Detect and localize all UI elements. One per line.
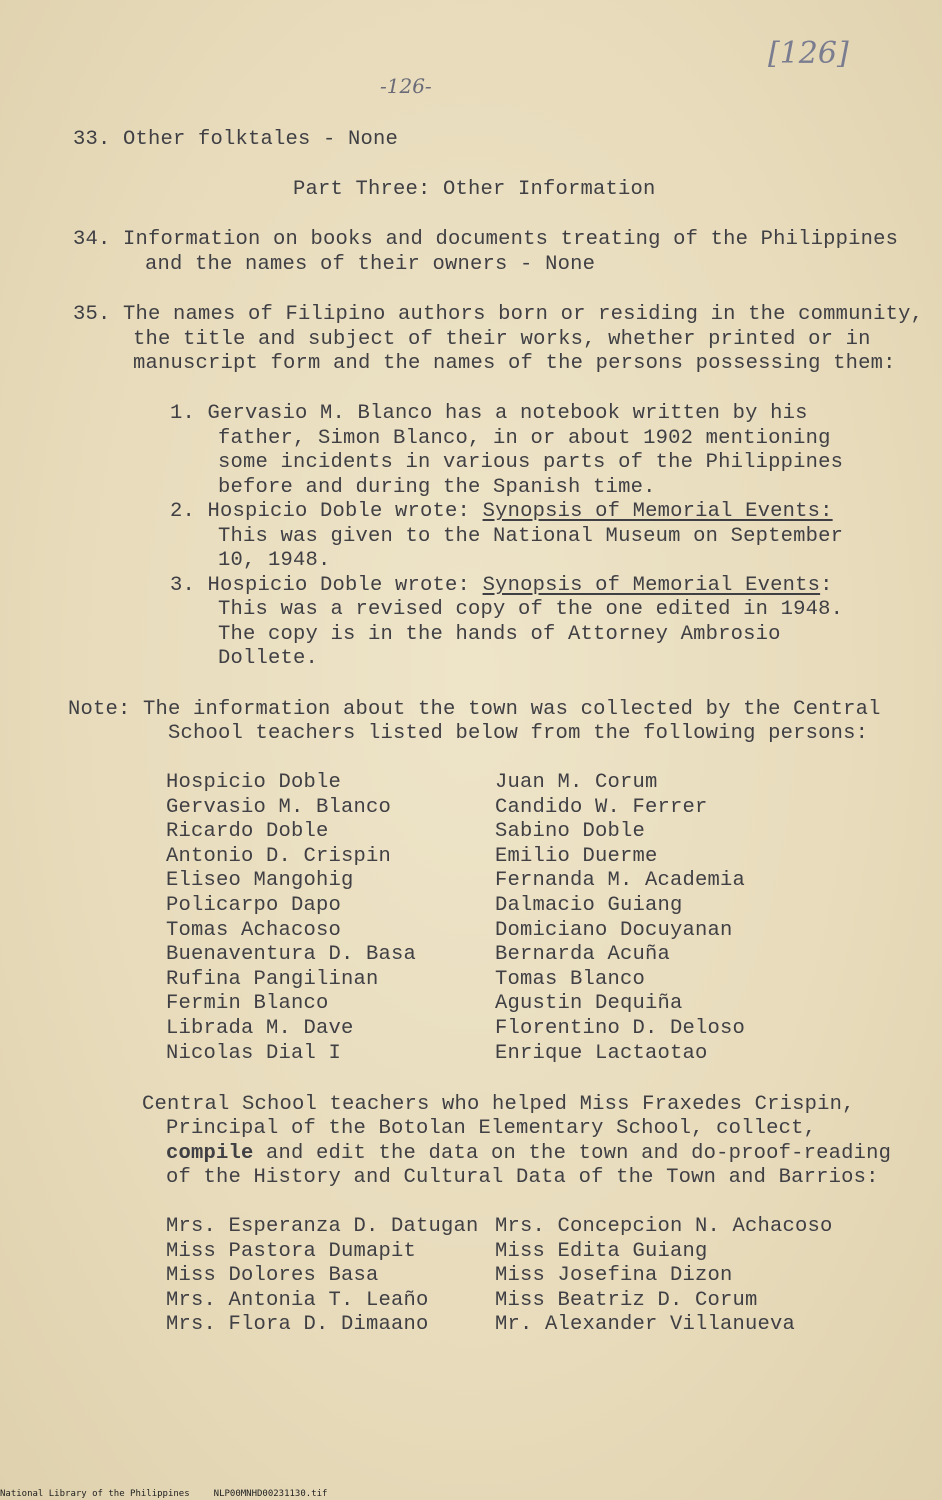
subitem-1-line3: some incidents in various parts of the Philippines [218, 451, 844, 474]
informant-name: Antonio D. Crispin [166, 844, 392, 868]
informant-name: Fernanda M. Academia [495, 869, 746, 893]
teacher-name: Miss Josefina Dizon [495, 1264, 733, 1288]
informant-name: Tomas Achacoso [166, 918, 342, 942]
item-34-line2: and the names of their owners - None [145, 253, 596, 276]
informant-name: Rufina Pangilinan [166, 967, 379, 991]
subitem-3-suffix: : [820, 574, 833, 597]
teachers-para-line3 [166, 1142, 891, 1167]
item-33: 33. Other folktales - None [73, 128, 399, 151]
teacher-name: Mr. Alexander Villanueva [495, 1313, 796, 1337]
teacher-name: Mrs. Antonia T. Leaño [166, 1288, 429, 1312]
teachers-para-line3-rest: and edit the data on the town and do-proof-reading [253, 1142, 892, 1165]
compile-word: compile [166, 1142, 254, 1165]
subitem-2-title: Synopsis of Memorial Events: [482, 500, 833, 523]
informant-name: Candido W. Ferrer [495, 795, 708, 819]
teachers-para-line1: Central School teachers who helped Miss Fraxedes Crispin, [142, 1093, 855, 1116]
informant-name: Emilio Duerme [495, 844, 658, 868]
informant-name: Ricardo Doble [166, 820, 329, 844]
subitem-2-line1 [170, 500, 833, 525]
item-35-line1: 35. The names of Filipino authors born or residing in the community, [73, 303, 924, 326]
informant-name: Librada M. Dave [166, 1016, 354, 1040]
teacher-name: Mrs. Flora D. Dimaano [166, 1313, 429, 1337]
informant-name: Juan M. Corum [495, 771, 658, 794]
informant-name: Domiciano Docuyanan [495, 918, 733, 942]
item-35-line3: manuscript form and the names of the persons possessing them: [133, 352, 896, 375]
teachers-para-line2: Principal of the Botolan Elementary School, collect, [166, 1117, 817, 1140]
footer-library: National Library of the Philippines [0, 1489, 190, 1499]
subitem-2-line3: 10, 1948. [218, 549, 331, 572]
informants-left-column [166, 771, 416, 1066]
teacher-name: Miss Beatriz D. Corum [495, 1288, 758, 1312]
informant-name: Enrique Lactaotao [495, 1041, 708, 1065]
handwritten-bracket-number: [126] [768, 36, 849, 71]
teacher-name: Miss Edita Guiang [495, 1239, 708, 1263]
informant-name: Agustin Dequiña [495, 992, 683, 1016]
informant-name: Sabino Doble [495, 820, 646, 844]
subitem-1-line1: 1. Gervasio M. Blanco has a notebook written by his [170, 402, 808, 425]
part-three-heading: Part Three: Other Information [293, 178, 656, 201]
teacher-name: Mrs. Esperanza D. Datugan [166, 1215, 479, 1238]
informant-name: Fermin Blanco [166, 992, 329, 1016]
scan-footer [0, 1489, 327, 1500]
informant-name: Eliseo Mangohig [166, 869, 354, 893]
teacher-name: Mrs. Concepcion N. Achacoso [495, 1215, 833, 1238]
teachers-right-column [495, 1215, 833, 1338]
footer-filename: NLP00MNHD00231130.tif [213, 1489, 328, 1499]
informant-name: Hospicio Doble [166, 771, 342, 794]
teacher-name: Miss Dolores Basa [166, 1264, 379, 1288]
informant-name: Buenaventura D. Basa [166, 943, 417, 967]
subitem-2-prefix: 2. Hospicio Doble wrote: [170, 500, 483, 523]
note-line2: School teachers listed below from the following persons: [168, 722, 869, 745]
subitem-3-line3: The copy is in the hands of Attorney Ambrosio [218, 623, 781, 646]
informant-name: Nicolas Dial I [166, 1041, 342, 1065]
subitem-3-line2: This was a revised copy of the one edited in 1948. [218, 598, 844, 621]
informant-name: Tomas Blanco [495, 967, 646, 991]
item-35-line2: the title and subject of their works, whether printed or in [133, 328, 871, 351]
item-34-line1: 34. Information on books and documents treating of the Philippines [73, 228, 899, 251]
informant-name: Bernarda Acuña [495, 943, 671, 967]
subitem-2-line2: This was given to the National Museum on September [218, 525, 844, 548]
informants-right-column [495, 771, 745, 1066]
teacher-name: Miss Pastora Dumapit [166, 1239, 417, 1263]
subitem-3-title: Synopsis of Memorial Events [482, 574, 821, 597]
subitem-3-line1 [170, 574, 833, 599]
informant-name: Gervasio M. Blanco [166, 795, 392, 819]
handwritten-page-number: -126- [380, 74, 432, 98]
informant-name: Policarpo Dapo [166, 893, 342, 917]
informant-name: Dalmacio Guiang [495, 893, 683, 917]
subitem-1-line4: before and during the Spanish time. [218, 476, 656, 499]
teachers-left-column [166, 1215, 479, 1338]
teachers-para-line4: of the History and Cultural Data of the Town and Barrios: [166, 1166, 879, 1189]
subitem-3-line4: Dollete. [218, 647, 319, 670]
note-line1: Note: The information about the town was collected by the Central [68, 698, 881, 721]
subitem-3-prefix: 3. Hospicio Doble wrote: [170, 574, 483, 597]
informant-name: Florentino D. Deloso [495, 1016, 746, 1040]
subitem-1-line2: father, Simon Blanco, in or about 1902 mentioning [218, 427, 831, 450]
